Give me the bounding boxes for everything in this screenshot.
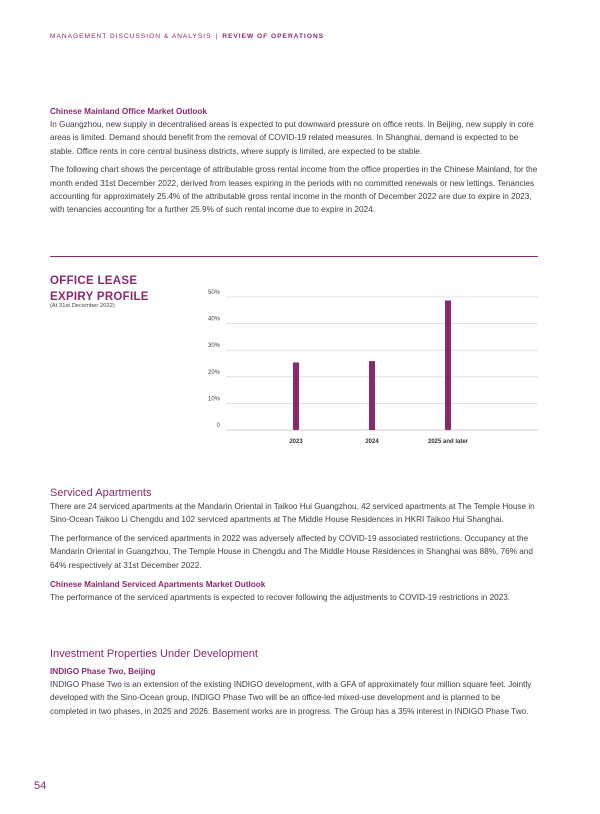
office-outlook-section: [50, 106, 540, 217]
section-divider: [50, 256, 538, 257]
serviced-outlook-heading: Chinese Mainland Serviced Apartments Market Outlook: [50, 580, 266, 590]
header-section: MANAGEMENT DISCUSSION & ANALYSIS: [50, 33, 212, 40]
serviced-apartments-section: [50, 486, 540, 604]
x-tick-label: 2025 and later: [427, 439, 469, 445]
y-tick-label: 50%: [207, 290, 220, 296]
chart-gridlines: [226, 297, 538, 430]
y-tick-label: 0: [216, 423, 220, 429]
office-outlook-paragraph-2: The following chart shows the percentage of attributable gross rental income from the office properties in the Chinese Mainland, for the month ended 31st December 2022, derived from leases expiring in the periods with no committed renewals or new lettings. Tenancies accounting for approximately 25.4% of the attributable gross rental income in the month of December 2022 are due to expire in 2023, with tenancies accounting for a further 25.9% of such rental income due to expire in 2024.: [50, 165, 538, 215]
chart-subtitle: (At 31st December 2022): [50, 303, 115, 309]
serviced-apartments-paragraph-1: There are 24 serviced apartments at the Mandarin Oriental in Taikoo Hui Guangzhou, 42 serviced apartments at The Temple House in Sino-Ocean Taikoo Li Chengdu and 102 serviced apartments at The Middle House Residences in HKRI Taikoo Hui Shanghai.: [50, 502, 535, 525]
page-number: 54: [34, 780, 47, 792]
y-tick-label: 30%: [207, 343, 220, 350]
header-subsection: REVIEW OF OPERATIONS: [222, 33, 325, 40]
chart-title: [50, 273, 149, 305]
y-tick-label: 10%: [207, 396, 220, 403]
lease-expiry-chart: [196, 286, 546, 451]
office-outlook-heading: Chinese Mainland Office Market Outlook: [50, 107, 207, 116]
chart-y-axis: [208, 290, 221, 429]
x-tick-label: 2023: [289, 439, 303, 445]
investment-heading: Investment Properties Under Development: [50, 648, 258, 660]
investment-paragraph: INDIGO Phase Two is an extension of the existing INDIGO development, with a GFA of approximately four million square feet. Jointly developed with the Sino-Ocean group, INDIGO Phase Two will be an office-led mixed-use development and is planned to be completed in two phases, in 2025 and 2026. Basement works are in progress. The Group has a 35% interest in INDIGO Phase Two.: [50, 680, 532, 716]
bar-2023: [293, 362, 299, 430]
serviced-apartments-paragraph-2: The performance of the serviced apartments in 2022 was adversely affected by COVID-19 associated restrictions. Occupancy at the Mandarin Oriental in Guangzhou, The Temple House in Chengdu and The Middle House Residences in Shanghai was 88%, 76% and 64% respectively at 31st December 2022.: [50, 533, 533, 570]
office-outlook-paragraph-1: In Guangzhou, new supply in decentralised areas is expected to put downward pressure on office rents. In Beijing, new supply in core areas is limited. Demand should benefit from the removal of COVID-19 related measures. In Shanghai, demand is expected to be stable. Office rents in core central business districts, where supply is limited, are expected to be stable.: [50, 120, 534, 156]
investment-sub-heading: INDIGO Phase Two, Beijing: [50, 667, 156, 676]
bar-2024: [369, 361, 375, 430]
x-tick-label: 2024: [365, 439, 379, 445]
bar-2025-and-later: [445, 300, 451, 430]
chart-title-line-1: OFFICE LEASE: [50, 275, 138, 287]
chart-bars: [293, 300, 451, 430]
chart-title-line-2: EXPIRY PROFILE: [50, 291, 149, 303]
investment-section: [50, 647, 540, 718]
serviced-outlook-paragraph: The performance of the serviced apartments is expected to recover following the adjustments to COVID-19 restrictions in 2023.: [50, 593, 511, 603]
y-tick-label: 40%: [207, 316, 220, 323]
header-separator: |: [215, 33, 219, 40]
chart-x-axis: [289, 439, 468, 445]
serviced-apartments-heading: Serviced Apartments: [50, 487, 152, 499]
y-tick-label: 20%: [207, 369, 220, 376]
running-header: [50, 33, 324, 40]
